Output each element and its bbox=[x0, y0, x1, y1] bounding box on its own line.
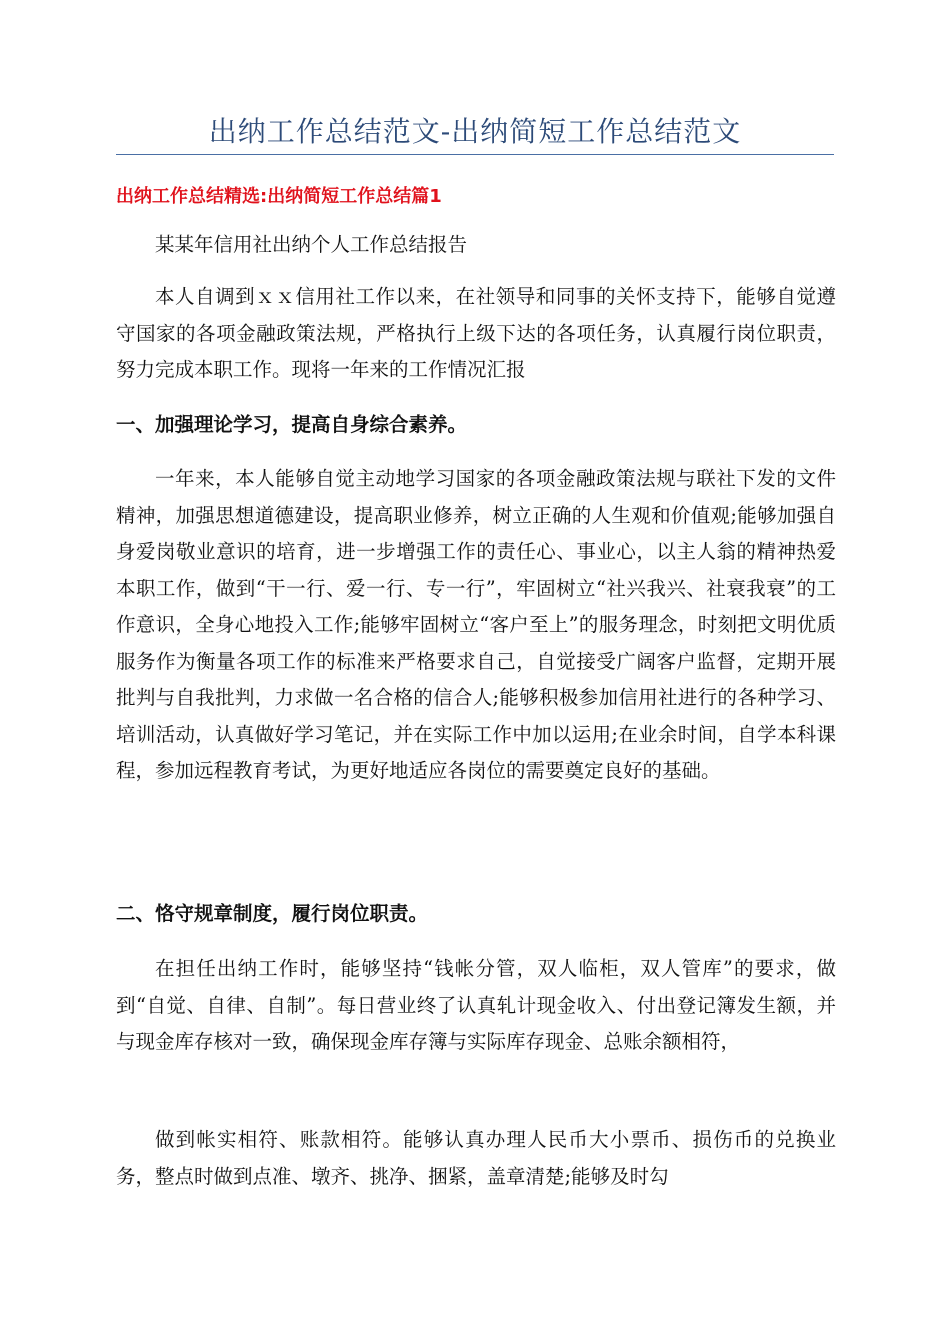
section-1-body: 一年来，本人能够自觉主动地学习国家的各项金融政策法规与联社下发的文件精神，加强思想道德建设，提高职业修养，树立正确的人生观和价值观;能够加强自身爱岗敬业意识的培育，进一步增强工作的责任心、事业心，以主人翁的精神热爱本职工作，做到“干一行、爱一行、专一行”，牢固树立“社兴我兴、社衰我衰”的工作意识，全身心地投入工作;能够牢固树立“客户至上”的服务理念，时刻把文明优质服务作为衡量各项工作的标准来严格要求自己，自觉接受广阔客户监督，定期开展批判与自我批判，力求做一名合格的信合人;能够积极参加信用社进行的各种学习、培训活动，认真做好学习笔记，并在实际工作中加以运用;在业余时间，自学本科课程，参加远程教育考试，为更好地适应各岗位的需要奠定良好的基础。 bbox=[116, 467, 836, 782]
section-2-body-2: 做到帐实相符、账款相符。能够认真办理人民币大小票币、损伤币的兑换业务，整点时做到点准、墩齐、挑净、捆紧，盖章清楚;能够及时勾 bbox=[116, 1128, 836, 1188]
section-2-body-1: 在担任出纳工作时，能够坚持“钱帐分管，双人临柜，双人管库”的要求，做到“自觉、自律、自制”。每日营业终了认真轧计现金收入、付出登记簿发生额，并与现金库存核对一致，确保现金库存簿与实际库存现金、总账余额相符， bbox=[116, 957, 836, 1053]
title-underline bbox=[116, 154, 834, 155]
article-subheading: 出纳工作总结精选:出纳简短工作总结篇1 bbox=[116, 186, 442, 207]
report-title-paragraph: 某某年信用社出纳个人工作总结报告 bbox=[155, 233, 468, 256]
section-2-heading: 二、恪守规章制度，履行岗位职责。 bbox=[116, 902, 429, 925]
document-title: 出纳工作总结范文-出纳简短工作总结范文 bbox=[208, 115, 742, 148]
intro-paragraph: 本人自调到ｘｘ信用社工作以来，在社领导和同事的关怀支持下，能够自觉遵守国家的各项金融政策法规，严格执行上级下达的各项任务，认真履行岗位职责，努力完成本职工作。现将一年来的工作情况汇报 bbox=[116, 285, 836, 381]
section-1-heading: 一、加强理论学习，提高自身综合素养。 bbox=[116, 413, 468, 436]
